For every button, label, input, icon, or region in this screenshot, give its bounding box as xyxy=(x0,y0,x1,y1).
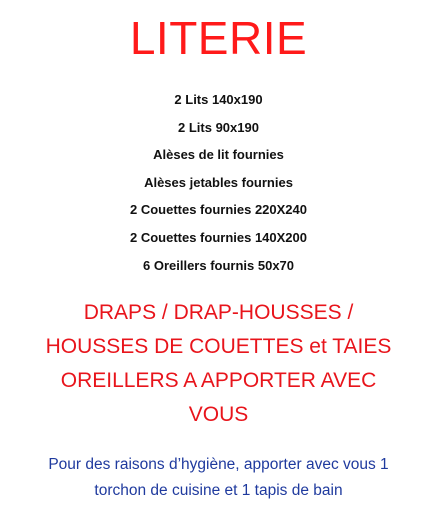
list-item: Alèses jetables fournies xyxy=(144,174,293,190)
warning-line: DRAPS / DRAP-HOUSSES / xyxy=(83,301,354,324)
note-line: Pour des raisons d’hygiène, apporter avec vous 1 xyxy=(48,456,389,473)
hygiene-note xyxy=(0,452,437,504)
bedding-list xyxy=(0,86,437,279)
list-item: 2 Couettes fournies 220X240 xyxy=(129,202,308,218)
warning-line: VOUS xyxy=(188,403,249,426)
page-title: LITERIE xyxy=(129,12,308,64)
list-item: 2 Lits 140x190 xyxy=(174,92,263,107)
list-item: 6 Oreillers fournis 50x70 xyxy=(142,257,295,273)
list-item: Alèses de lit fournies xyxy=(153,147,284,163)
note-line: torchon de cuisine et 1 tapis de bain xyxy=(94,482,343,499)
list-item: 2 Couettes fournies 140X200 xyxy=(129,229,308,245)
warning-line: OREILLERS A APPORTER AVEC xyxy=(60,369,377,392)
list-item: 2 Lits 90x190 xyxy=(178,119,259,135)
warning-line: HOUSSES DE COUETTES et TAIES xyxy=(45,335,392,358)
bring-linens-warning xyxy=(0,296,437,432)
